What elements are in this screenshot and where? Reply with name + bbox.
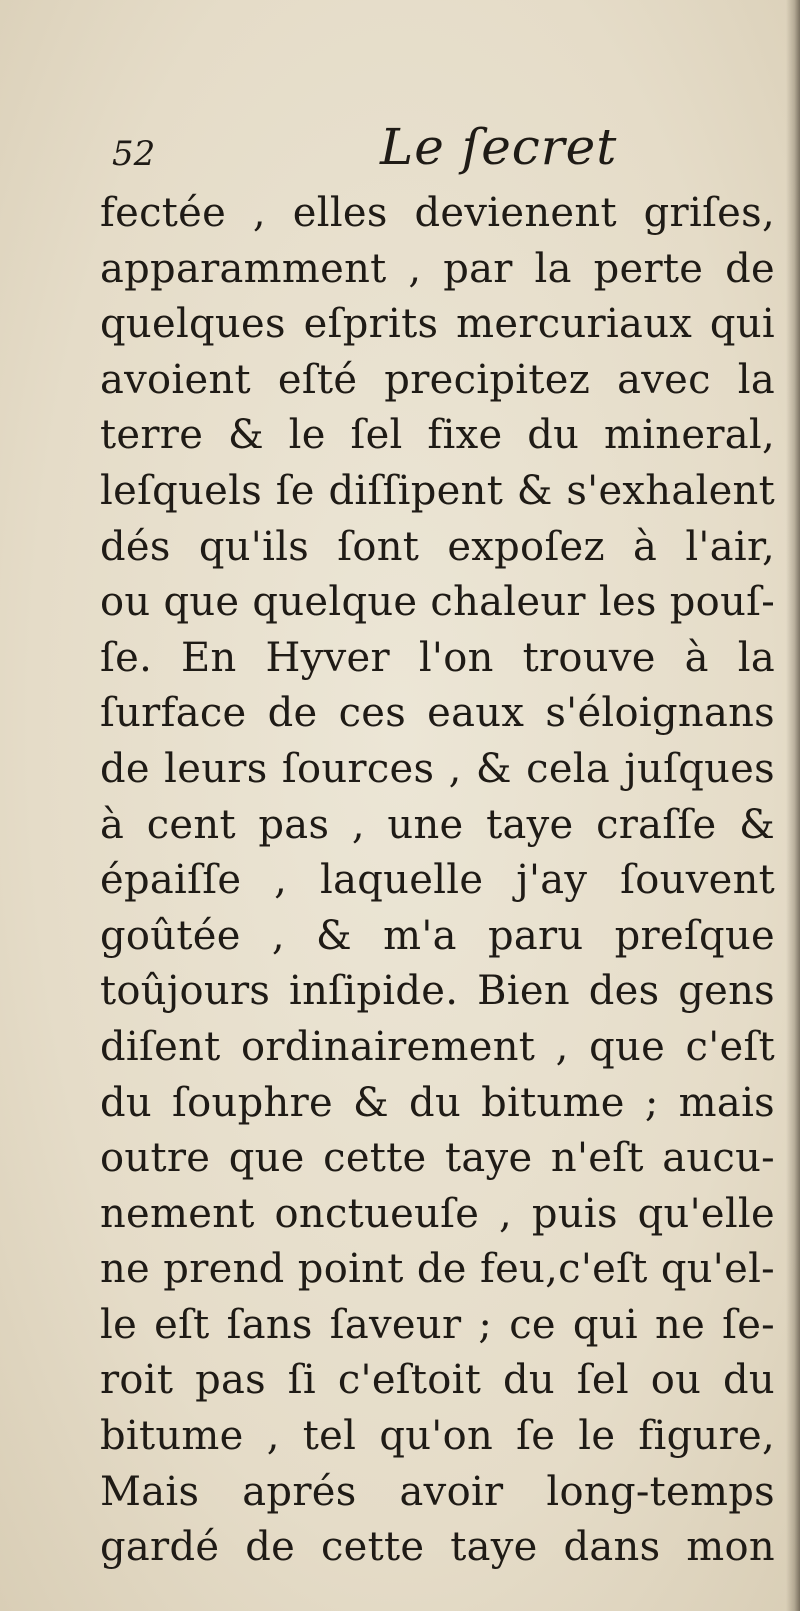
page-header	[112, 118, 772, 188]
text-line: avoient eſté precipitez avec la	[100, 356, 775, 403]
text-line: dés qu'ils ſont expoſez à l'air,	[100, 523, 775, 570]
text-line: ſe. En Hyver l'on trouve à la	[100, 634, 775, 681]
running-head: Le ſecret	[380, 118, 618, 176]
text-line: quelques eſprits mercuriaux qui	[100, 301, 775, 348]
body-text	[100, 186, 775, 1576]
text-line: fectée , elles devienent griſes,	[100, 190, 775, 236]
text-line: épaiſſe , laquelle j'ay ſouvent	[100, 857, 775, 904]
text-line: roit pas ſi c'eſtoit du ſel ou du	[100, 1357, 775, 1404]
text-line: du ſouphre & du bitume ; mais	[100, 1079, 775, 1126]
text-line: à cent pas , une taye craſſe &	[100, 801, 775, 848]
page-number: 52	[112, 134, 156, 174]
text-line: le eſt ſans ſaveur ; ce qui ne ſe-	[100, 1301, 775, 1348]
text-line: ou que quelque chaleur les pouſ-	[100, 579, 775, 626]
text-line: de leurs ſources , & cela juſques	[100, 745, 775, 792]
text-line: apparamment , par la perte de	[100, 245, 775, 292]
text-line: ſurface de ces eaux s'éloignans	[100, 690, 775, 737]
text-line: diſent ordinairement , que c'eſt	[100, 1023, 775, 1070]
text-line: toûjours inſipide. Bien des gens	[100, 968, 775, 1015]
text-line: Mais aprés avoir long-temps	[100, 1468, 775, 1515]
text-line: terre & le ſel fixe du mineral,	[100, 412, 775, 459]
text-line: ne prend point de feu,c'eſt qu'el-	[100, 1246, 775, 1293]
text-line: leſquels ſe diſſipent & s'exhalent	[100, 467, 775, 514]
text-line: bitume , tel qu'on ſe le figure,	[100, 1413, 775, 1460]
text-line: goûtée , & m'a paru preſque	[100, 912, 775, 959]
text-line: nement onctueuſe , puis qu'elle	[100, 1190, 775, 1237]
text-line: outre que cette taye n'eſt aucu-	[100, 1135, 775, 1182]
text-line: gardé de cette taye dans mon	[100, 1524, 775, 1571]
